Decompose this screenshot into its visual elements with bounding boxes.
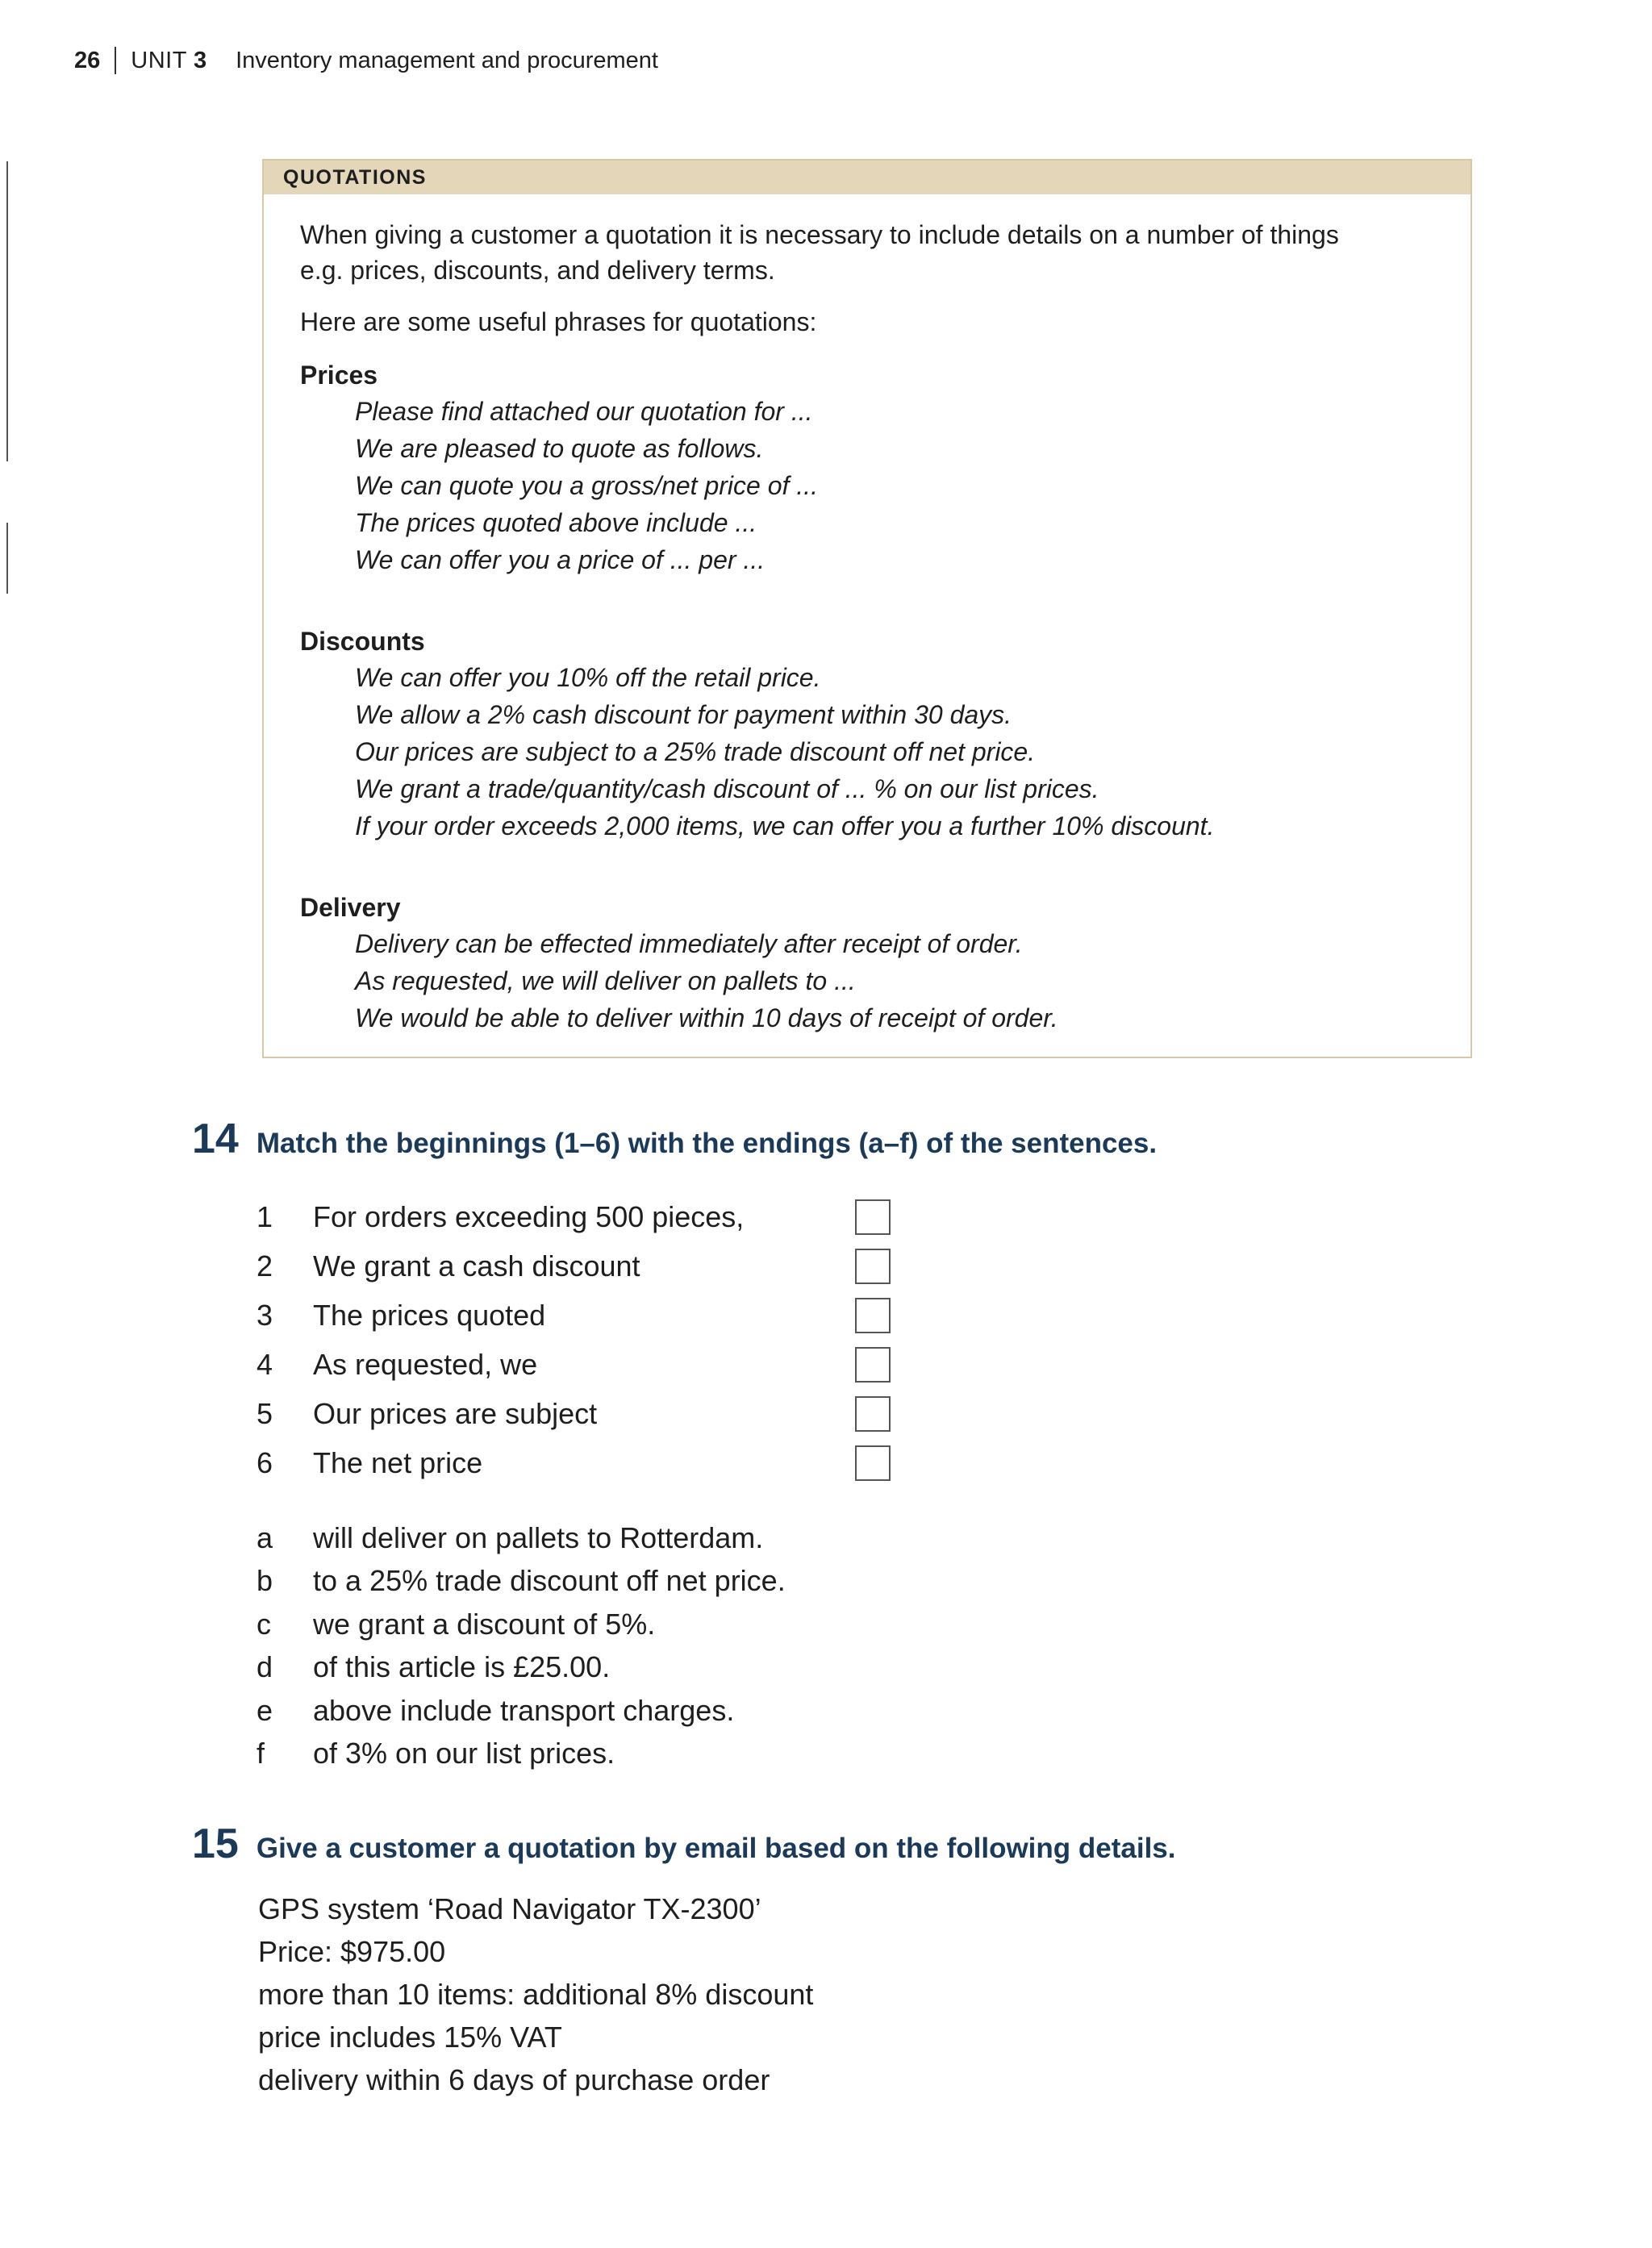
item-letter: f [257,1737,265,1770]
item-text: of 3% on our list prices. [313,1737,615,1770]
section-heading-delivery: Delivery [300,893,401,922]
answer-box-1[interactable] [855,1199,891,1235]
list-item [257,1389,891,1438]
header-separator [115,47,116,74]
item-text: For orders exceeding 500 pieces, [313,1199,745,1233]
phrase: We can offer you a price of ... per ... [355,545,766,574]
list-item [257,1603,786,1646]
section-heading-prices: Prices [300,361,378,390]
detail-line: delivery within 6 days of purchase order [258,2063,770,2096]
quotations-box-title: QUOTATIONS [264,161,1471,194]
exercise-15-instruction: Give a customer a quotation by email based on the following details. [256,1833,1176,1864]
list-item [257,1689,786,1733]
item-text: Our prices are subject [313,1396,598,1430]
detail-line: price includes 15% VAT [258,2021,562,2054]
item-number: 4 [257,1347,273,1381]
item-text: above include transport charges. [313,1693,735,1727]
item-letter: a [257,1520,273,1554]
list-item [257,1291,891,1340]
page-header [74,47,658,74]
item-number: 5 [257,1396,273,1430]
phrase: Our prices are subject to a 25% trade discount off net price. [355,737,1036,766]
quotations-box [262,159,1472,1058]
unit-title: Inventory management and procurement [236,47,658,73]
list-item [257,1516,786,1560]
item-text: of this article is £25.00. [313,1650,611,1684]
exercise-14-instruction: Match the beginnings (1–6) with the endings (a–f) of the sentences. [256,1128,1158,1159]
item-number: 3 [257,1298,273,1332]
list-item [257,1241,891,1291]
item-number: 1 [257,1199,273,1233]
item-text: to a 25% trade discount off net price. [313,1564,786,1598]
item-letter: b [257,1564,273,1598]
margin-mark-upper [6,161,8,461]
beginnings-list [257,1192,891,1487]
endings-list [257,1516,786,1775]
detail-line: Price: $975.00 [258,1935,446,1968]
exercise-15-number: 15 [192,1821,239,1867]
phrase: We can quote you a gross/net price of ... [355,471,818,500]
section-heading-discounts: Discounts [300,627,425,656]
intro-useful-phrases: Here are some useful phrases for quotations: [300,307,817,336]
list-item [257,1438,891,1487]
phrase: We are pleased to quote as follows. [355,434,764,463]
item-text: we grant a discount of 5%. [313,1607,656,1641]
quotation-details [258,1887,813,2101]
item-letter: c [257,1607,271,1641]
phrase: We would be able to deliver within 10 days of receipt of order. [355,1003,1058,1032]
exercise-14-title [192,1115,1157,1163]
detail-line: GPS system ‘Road Navigator TX-2300’ [258,1892,761,1925]
item-number: 2 [257,1249,273,1282]
item-text: As requested, we [313,1347,538,1381]
unit-label: UNIT [131,47,187,73]
answer-box-2[interactable] [855,1249,891,1284]
page-number: 26 [74,47,101,73]
phrase: We grant a trade/quantity/cash discount of ... % on our list prices. [355,774,1099,803]
item-text: The prices quoted [313,1298,546,1332]
answer-box-3[interactable] [855,1298,891,1333]
detail-line: more than 10 items: additional 8% discount [258,1978,814,2011]
list-item [257,1192,891,1241]
intro-line-2: e.g. prices, discounts, and delivery terms. [300,256,775,285]
list-item [257,1646,786,1690]
item-letter: d [257,1650,273,1684]
answer-box-6[interactable] [855,1445,891,1481]
exercise-15-title [192,1820,1176,1868]
phrase: Delivery can be effected immediately after receipt of order. [355,929,1023,958]
list-item [257,1560,786,1604]
item-text: We grant a cash discount [313,1249,640,1282]
list-item [257,1733,786,1776]
phrase: Please find attached our quotation for ... [355,397,813,426]
phrase: We can offer you 10% off the retail price. [355,663,821,692]
item-text: will deliver on pallets to Rotterdam. [313,1520,764,1554]
quotations-box-body [264,194,1471,1036]
item-letter: e [257,1693,273,1727]
exercise-14-number: 14 [192,1116,239,1162]
answer-box-4[interactable] [855,1347,891,1383]
list-item [257,1340,891,1389]
phrase: As requested, we will deliver on pallets to ... [355,966,856,995]
phrase: The prices quoted above include ... [355,508,757,537]
phrase: If your order exceeds 2,000 items, we can offer you a further 10% discount. [355,811,1215,840]
unit-number: 3 [193,47,207,73]
item-number: 6 [257,1445,273,1479]
margin-mark-lower [6,523,8,594]
phrase: We allow a 2% cash discount for payment within 30 days. [355,700,1012,729]
item-text: The net price [313,1445,483,1479]
intro-line-1: When giving a customer a quotation it is necessary to include details on a number of things [300,220,1339,249]
answer-box-5[interactable] [855,1396,891,1432]
